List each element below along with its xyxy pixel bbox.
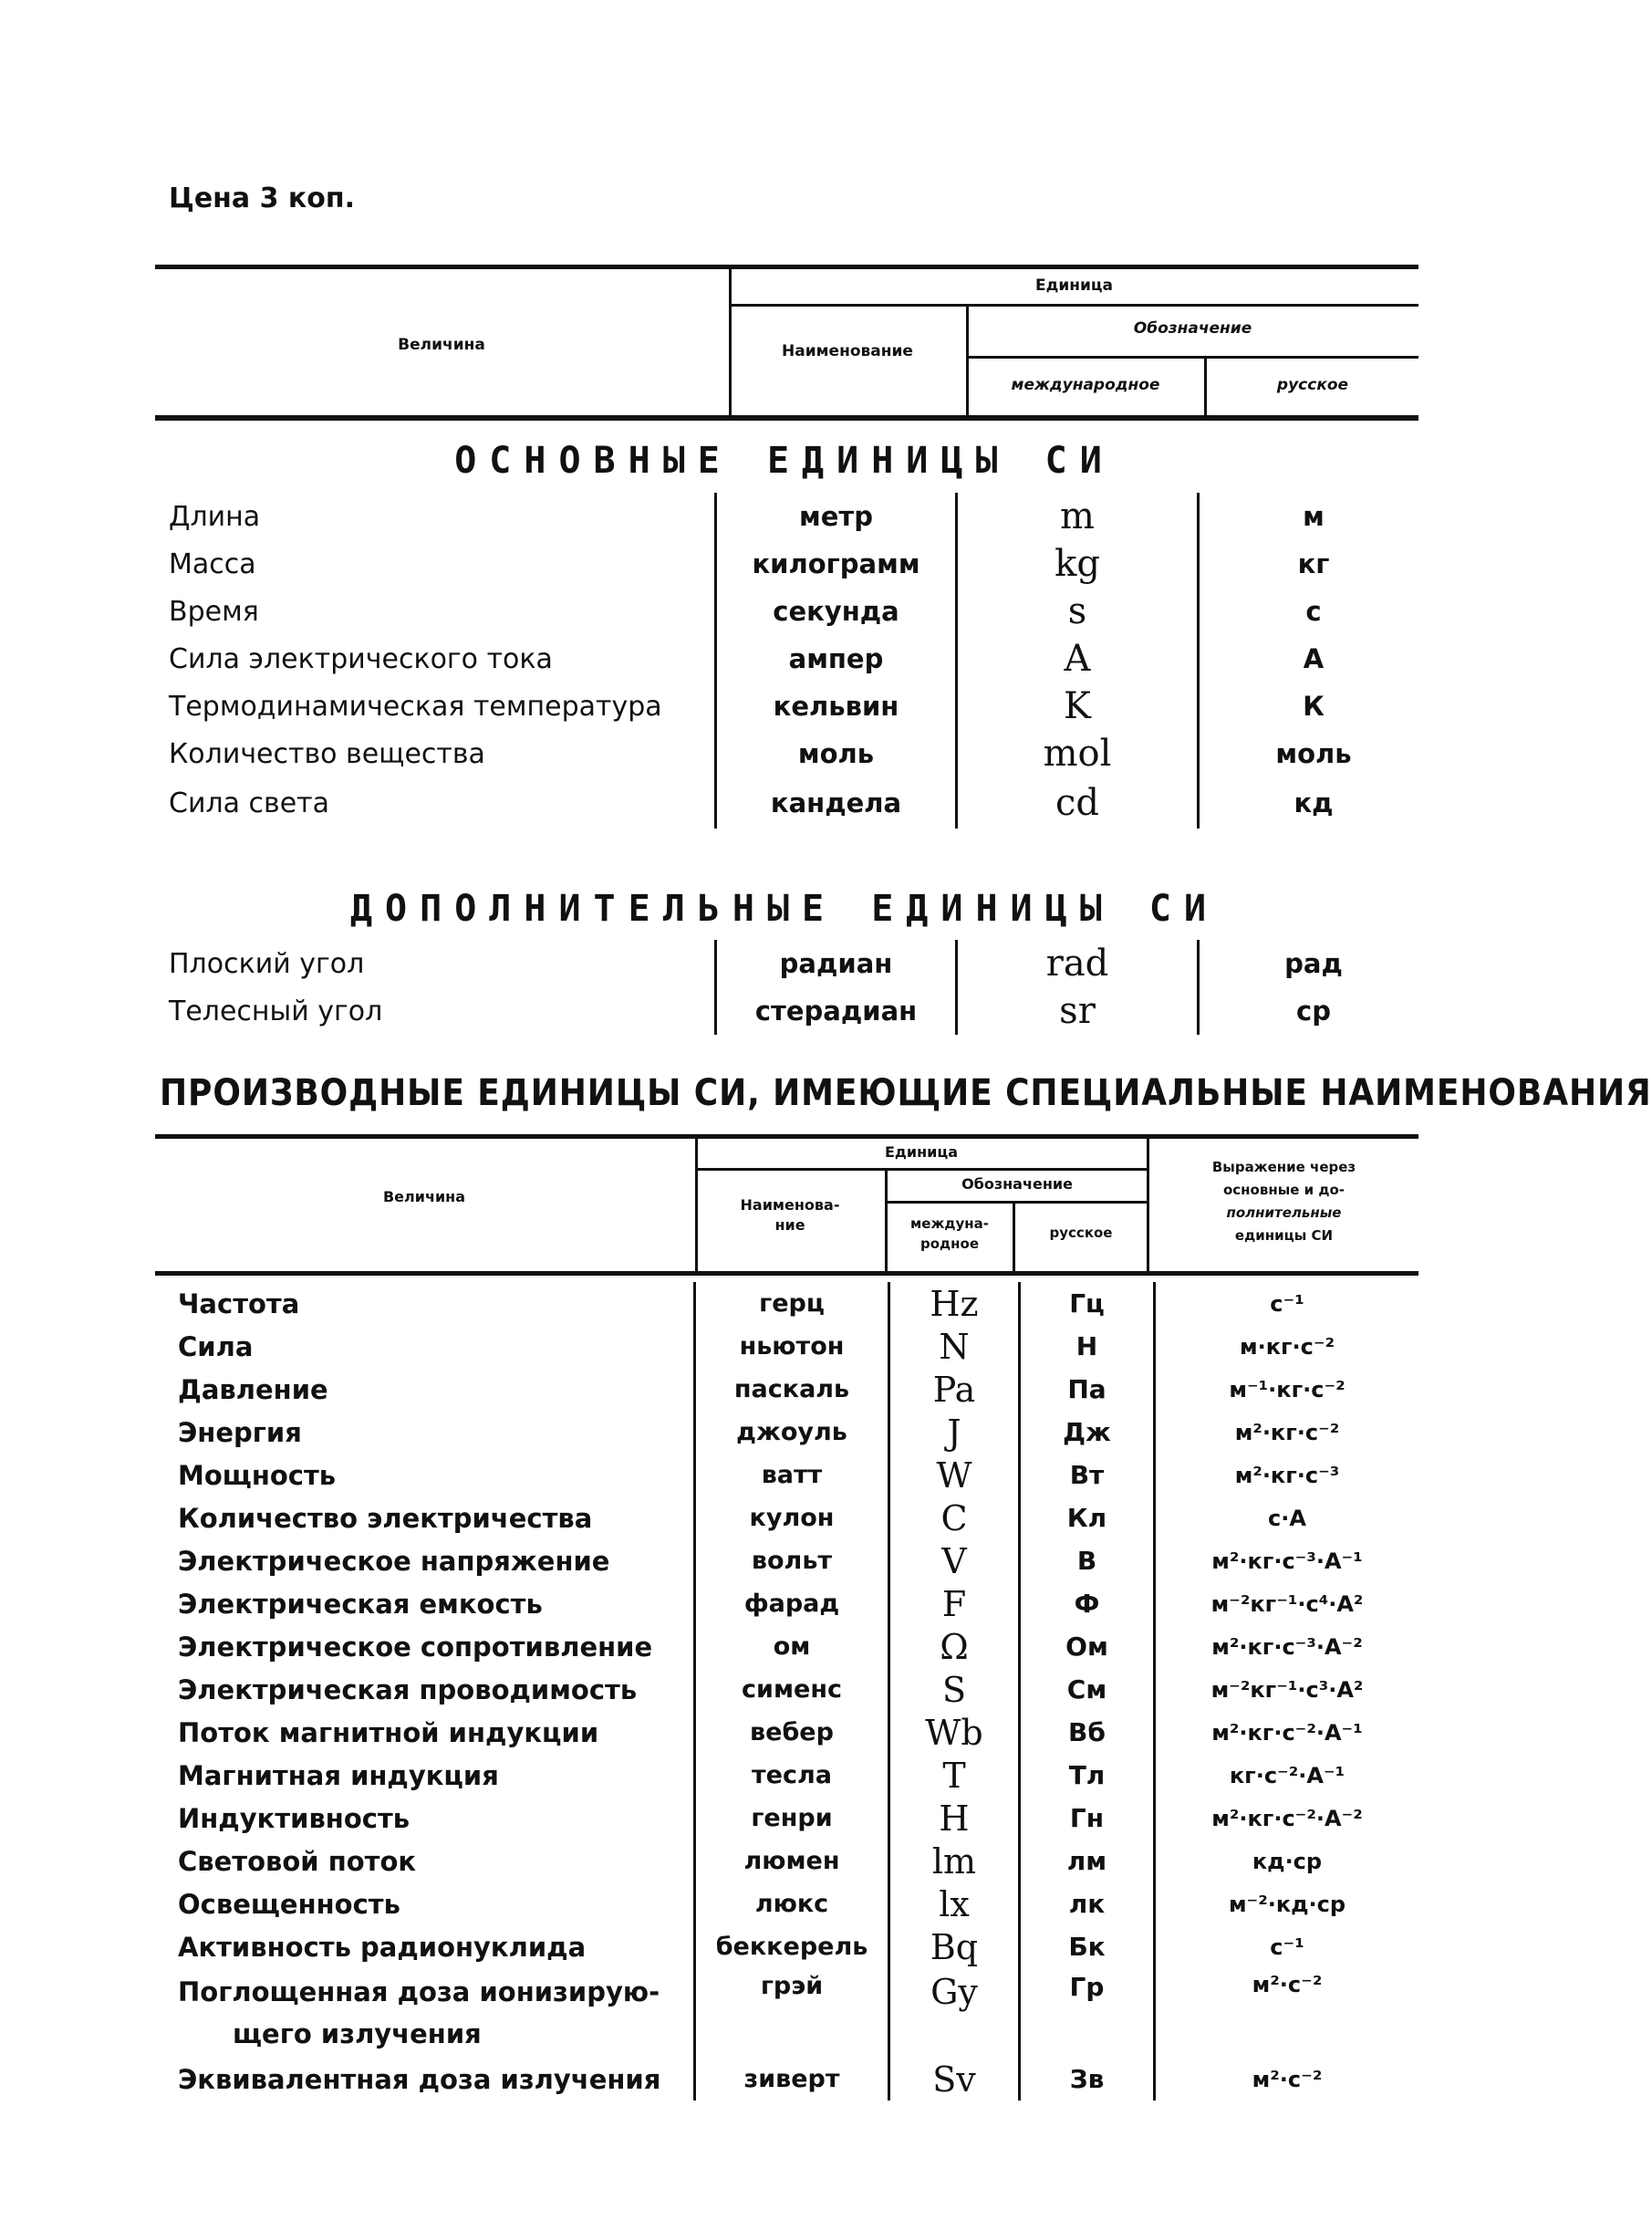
rus-symbol-cell: м [1199, 493, 1429, 540]
rus-symbol-cell: лм [1020, 1840, 1155, 1882]
header-international: международное [1011, 376, 1160, 394]
unit-name-cell: люмен [695, 1840, 889, 1882]
rus-symbol-cell: Ом [1020, 1625, 1155, 1668]
header-russian: русское [1276, 376, 1349, 394]
intl-symbol-cell: m [957, 493, 1199, 540]
expression-cell: м⁻²·кд·ср [1155, 1882, 1419, 1925]
table-row [169, 493, 1428, 540]
rus-symbol-cell: Гр [1020, 1968, 1155, 2058]
intl-symbol-cell: cd [957, 777, 1199, 829]
rus-symbol-cell: ср [1199, 987, 1429, 1035]
rule [696, 1168, 1148, 1171]
table-row [178, 1625, 1418, 1668]
unit-name-cell: тесла [695, 1754, 889, 1797]
header-name: Наименование [782, 342, 913, 360]
table-row [169, 540, 1428, 588]
expression-cell: с⁻¹ [1155, 1925, 1419, 1968]
intl-symbol-cell: mol [957, 730, 1199, 777]
unit-name-cell: моль [716, 730, 957, 777]
rus-symbol-cell: рад [1199, 940, 1429, 987]
intl-symbol-cell: Pa [889, 1368, 1020, 1411]
quantity-cell: Поток магнитной индукции [178, 1716, 599, 1748]
unit-name-cell: люкс [695, 1882, 889, 1925]
table-row [178, 1325, 1418, 1368]
supplementary-units-table [169, 940, 1428, 1035]
unit-name-cell: сименс [695, 1668, 889, 1711]
rus-symbol-cell: Ф [1020, 1582, 1155, 1625]
expression-cell: м⁻¹·кг·с⁻² [1155, 1368, 1419, 1411]
quantity-cell: Поглощенная доза ионизирую- щего излучения [178, 1976, 660, 2049]
intl-symbol-cell: lm [889, 1840, 1020, 1882]
unit-name-cell: секунда [716, 588, 957, 635]
unit-name-cell: стерадиан [716, 987, 957, 1035]
header-russian: русское [1049, 1225, 1113, 1241]
quantity-cell: Давление [178, 1373, 328, 1405]
rus-symbol-cell: кг [1199, 540, 1429, 588]
header-symbol: Обозначение [961, 1175, 1073, 1193]
rus-symbol-cell: Дж [1020, 1411, 1155, 1454]
rus-symbol-cell: моль [1199, 730, 1429, 777]
intl-symbol-cell: N [889, 1325, 1020, 1368]
intl-symbol-cell: K [957, 683, 1199, 730]
table-row [169, 777, 1428, 829]
table-row [178, 1668, 1418, 1711]
intl-symbol-cell: V [889, 1539, 1020, 1582]
rule [155, 1134, 1418, 1139]
expression-cell: кд·ср [1155, 1840, 1419, 1882]
header-unit: Единица [885, 1143, 958, 1161]
expression-cell: м·кг·с⁻² [1155, 1325, 1419, 1368]
table-row [178, 2058, 1418, 2101]
expression-cell: с·А [1155, 1496, 1419, 1539]
quantity-cell: Магнитная индукция [178, 1759, 499, 1791]
table-row [169, 987, 1428, 1035]
rus-symbol-cell: Бк [1020, 1925, 1155, 1968]
quantity-cell: Масса [169, 547, 256, 580]
table-row [178, 1368, 1418, 1411]
quantity-cell: Сила [178, 1330, 254, 1362]
rule [967, 356, 1418, 359]
table-row [169, 683, 1428, 730]
unit-name-cell: килограмм [716, 540, 957, 588]
rule [885, 1201, 1148, 1204]
rus-symbol-cell: Гц [1020, 1282, 1155, 1325]
quantity-cell: Сила электрического тока [169, 642, 553, 675]
table-row [169, 588, 1428, 635]
derived-units-title: ПРОИЗВОДНЫЕ ЕДИНИЦЫ СИ, ИМЕЮЩИЕ СПЕЦИАЛЬНЫЕ НАИМЕНОВАНИЯ [160, 1072, 1652, 1114]
intl-symbol-cell: rad [957, 940, 1199, 987]
quantity-cell: Мощность [178, 1459, 337, 1491]
rus-symbol-cell: кд [1199, 777, 1429, 829]
expression-cell: м⁻²кг⁻¹·с⁴·А² [1155, 1582, 1419, 1625]
rus-symbol-cell: Тл [1020, 1754, 1155, 1797]
base-units-title: ОСНОВНЫЕ ЕДИНИЦЫ СИ [454, 440, 1115, 482]
table-row [178, 1454, 1418, 1496]
intl-symbol-cell: S [889, 1668, 1020, 1711]
table-row [178, 1539, 1418, 1582]
unit-name-cell: кельвин [716, 683, 957, 730]
intl-symbol-cell: C [889, 1496, 1020, 1539]
intl-symbol-cell: Gy [889, 1968, 1020, 2058]
expression-cell: с⁻¹ [1155, 1282, 1419, 1325]
unit-name-cell: метр [716, 493, 957, 540]
unit-name-cell: герц [695, 1282, 889, 1325]
intl-symbol-cell: T [889, 1754, 1020, 1797]
rus-symbol-cell: Вб [1020, 1711, 1155, 1754]
price-label: Цена 3 коп. [169, 182, 356, 214]
unit-name-cell: кулон [695, 1496, 889, 1539]
table-row [178, 1968, 1418, 2058]
rule [155, 265, 1418, 269]
unit-name-cell: вольт [695, 1539, 889, 1582]
intl-symbol-cell: Bq [889, 1925, 1020, 1968]
table-row [178, 1925, 1418, 1968]
header-quantity: Величина [382, 1188, 466, 1205]
unit-name-cell: ом [695, 1625, 889, 1668]
rus-symbol-cell: Зв [1020, 2058, 1155, 2101]
quantity-cell: Время [169, 595, 259, 628]
rus-symbol-cell: Вт [1020, 1454, 1155, 1496]
unit-name-cell: вебер [695, 1711, 889, 1754]
rus-symbol-cell: См [1020, 1668, 1155, 1711]
intl-symbol-cell: Wb [889, 1711, 1020, 1754]
rus-symbol-cell: К [1199, 683, 1429, 730]
quantity-cell: Частота [178, 1288, 300, 1319]
rus-symbol-cell: Кл [1020, 1496, 1155, 1539]
unit-name-cell: кандела [716, 777, 957, 829]
table-row [178, 1496, 1418, 1539]
quantity-cell: Освещенность [178, 1888, 400, 1920]
table-row [169, 635, 1428, 683]
table-row [169, 730, 1428, 777]
table-row [178, 1754, 1418, 1797]
quantity-cell: Электрическая емкость [178, 1588, 543, 1620]
expression-cell: м²·кг·с⁻³·А⁻² [1155, 1625, 1419, 1668]
unit-name-cell: ватт [695, 1454, 889, 1496]
unit-name-cell: радиан [716, 940, 957, 987]
intl-symbol-cell: A [957, 635, 1199, 683]
table-row [178, 1797, 1418, 1840]
unit-name-cell: фарад [695, 1582, 889, 1625]
quantity-cell: Эквивалентная доза излучения [178, 2063, 661, 2095]
base-units-table [169, 493, 1428, 829]
rus-symbol-cell: Н [1020, 1325, 1155, 1368]
expression-cell: м²·с⁻² [1155, 2058, 1419, 2101]
rus-symbol-cell: В [1020, 1539, 1155, 1582]
expression-cell: м⁻²кг⁻¹·с³·А² [1155, 1668, 1419, 1711]
table-row [178, 1411, 1418, 1454]
unit-name-cell: паскаль [695, 1368, 889, 1411]
quantity-cell: Электрическое напряжение [178, 1545, 610, 1577]
rus-symbol-cell: Па [1020, 1368, 1155, 1411]
header-symbol: Обозначение [1133, 319, 1252, 338]
intl-symbol-cell: H [889, 1797, 1020, 1840]
intl-symbol-cell: F [889, 1582, 1020, 1625]
quantity-cell: Электрическое сопротивление [178, 1631, 653, 1663]
quantity-cell: Световой поток [178, 1845, 417, 1877]
unit-name-cell: зиверт [695, 2058, 889, 2101]
rule [730, 304, 1418, 307]
quantity-cell: Плоский угол [169, 947, 365, 980]
intl-symbol-cell: s [957, 588, 1199, 635]
table-row [178, 1582, 1418, 1625]
intl-symbol-cell: kg [957, 540, 1199, 588]
rus-symbol-cell: Гн [1020, 1797, 1155, 1840]
header-expression: Выражение через основные и до- полнительные единицы СИ [1211, 1159, 1356, 1244]
rule [155, 415, 1418, 421]
derived-units-table [178, 1282, 1418, 2101]
header-name: Наименова- ние [740, 1196, 840, 1234]
rule [155, 1271, 1418, 1276]
expression-cell: м²·кг·с⁻²·А⁻¹ [1155, 1711, 1419, 1754]
quantity-cell: Длина [169, 500, 261, 533]
table-row [178, 1282, 1418, 1325]
unit-name-cell: ньютон [695, 1325, 889, 1368]
unit-name-cell: генри [695, 1797, 889, 1840]
unit-name-cell: грэй [695, 1968, 889, 2058]
intl-symbol-cell: J [889, 1411, 1020, 1454]
intl-symbol-cell: Sv [889, 2058, 1020, 2101]
header-quantity: Величина [398, 336, 485, 354]
table-row [178, 1840, 1418, 1882]
table-row [169, 940, 1428, 987]
intl-symbol-cell: Hz [889, 1282, 1020, 1325]
header-unit: Единица [1035, 276, 1113, 295]
expression-cell: м²·кг·с⁻³ [1155, 1454, 1419, 1496]
intl-symbol-cell: sr [957, 987, 1199, 1035]
quantity-cell: Электрическая проводимость [178, 1673, 638, 1705]
quantity-cell: Индуктивность [178, 1802, 410, 1834]
table-row [178, 1711, 1418, 1754]
unit-name-cell: беккерель [695, 1925, 889, 1968]
expression-cell: м²·кг·с⁻²·А⁻² [1155, 1797, 1419, 1840]
expression-cell: кг·с⁻²·А⁻¹ [1155, 1754, 1419, 1797]
intl-symbol-cell: Ω [889, 1625, 1020, 1668]
quantity-cell: Термодинамическая температура [169, 690, 662, 723]
quantity-cell: Телесный угол [169, 995, 383, 1027]
header-international: междуна- родное [910, 1215, 989, 1252]
expression-cell: м²·с⁻² [1155, 1968, 1419, 2058]
intl-symbol-cell: lx [889, 1882, 1020, 1925]
rus-symbol-cell: лк [1020, 1882, 1155, 1925]
quantity-cell: Активность радионуклида [178, 1931, 587, 1963]
intl-symbol-cell: W [889, 1454, 1020, 1496]
rus-symbol-cell: А [1199, 635, 1429, 683]
unit-name-cell: джоуль [695, 1411, 889, 1454]
expression-cell: м²·кг·с⁻³·А⁻¹ [1155, 1539, 1419, 1582]
supplementary-units-title: ДОПОЛНИТЕЛЬНЫЕ ЕДИНИЦЫ СИ [349, 888, 1220, 930]
expression-cell: м²·кг·с⁻² [1155, 1411, 1419, 1454]
quantity-cell: Количество электричества [178, 1502, 593, 1534]
quantity-cell: Сила света [169, 787, 330, 819]
unit-name-cell: ампер [716, 635, 957, 683]
rus-symbol-cell: с [1199, 588, 1429, 635]
table-row [178, 1882, 1418, 1925]
quantity-cell: Энергия [178, 1416, 302, 1448]
quantity-cell: Количество вещества [169, 737, 485, 770]
